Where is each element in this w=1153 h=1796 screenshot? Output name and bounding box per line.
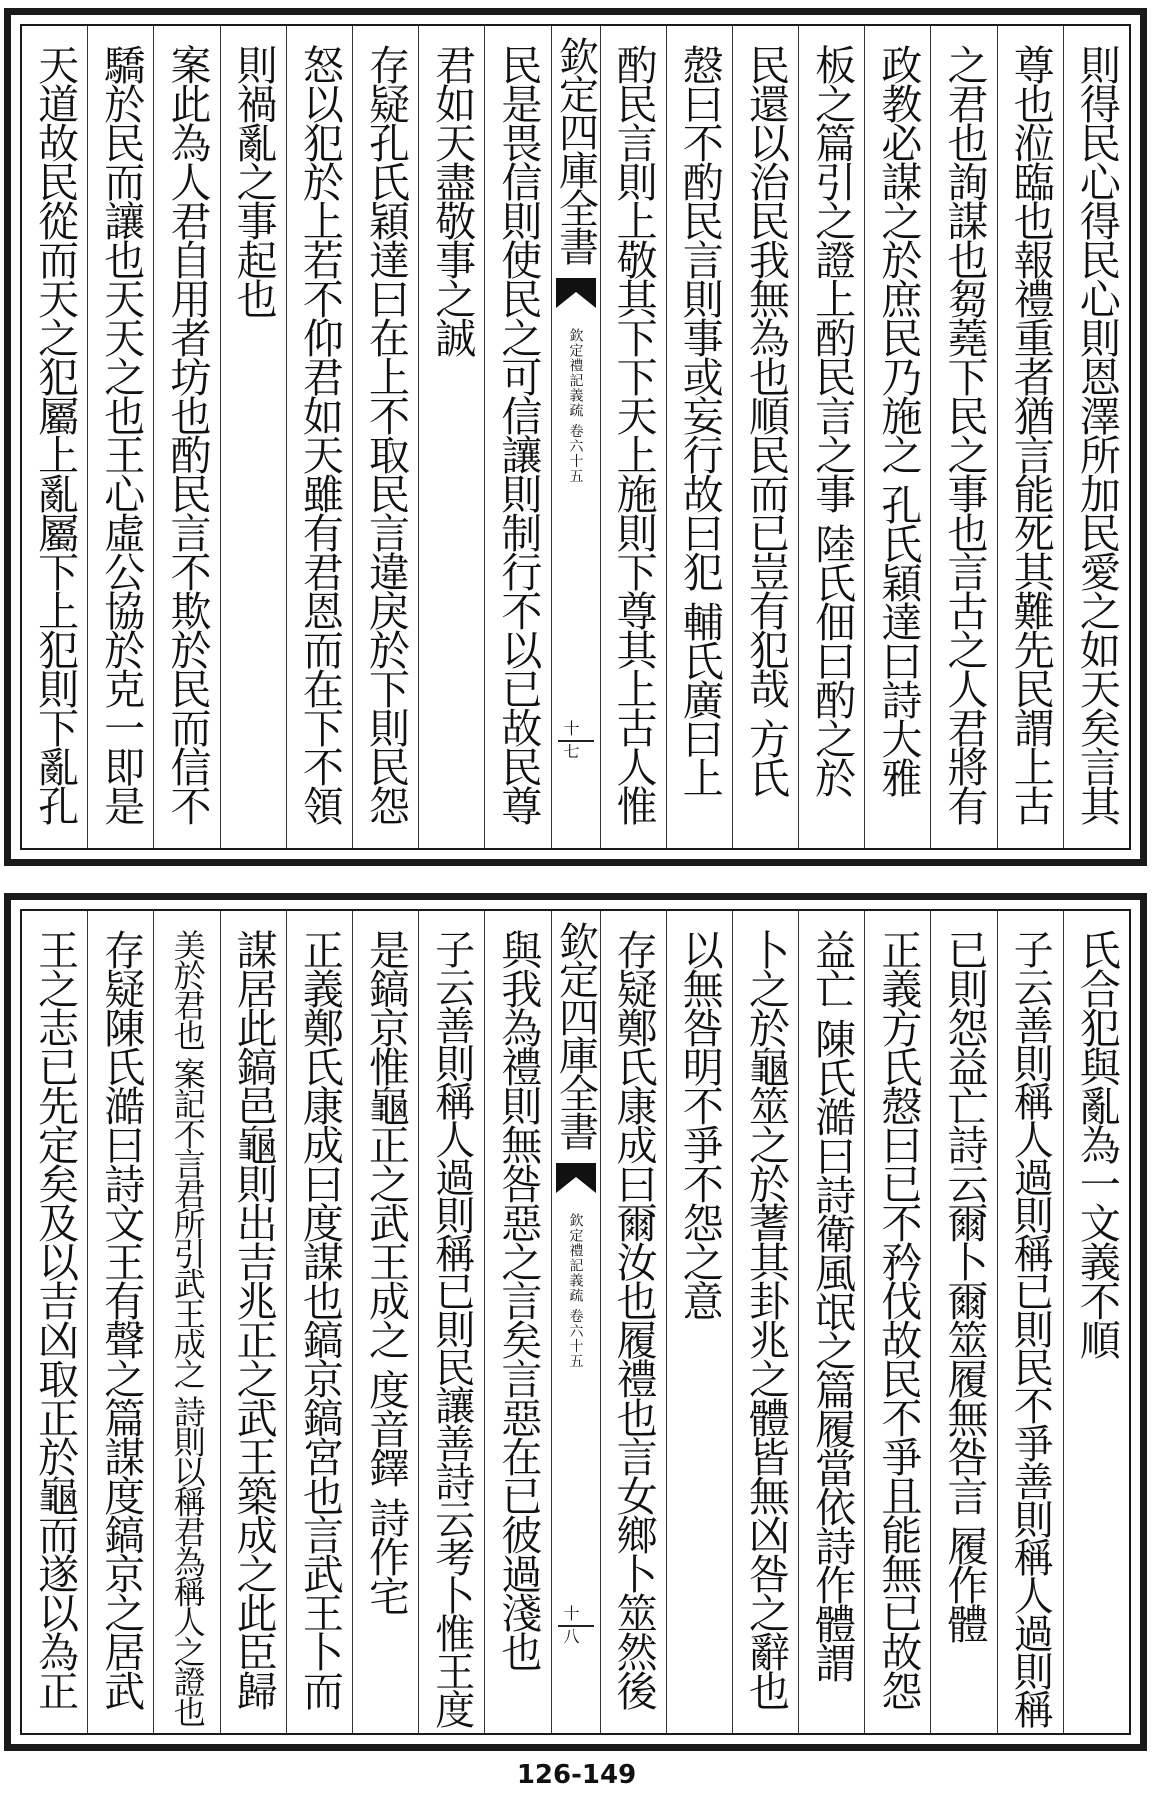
fold-rule — [558, 740, 594, 742]
text-column — [930, 26, 996, 848]
column-text: 君如天盡敬事之誠 — [428, 44, 477, 356]
text-column — [1063, 911, 1129, 1733]
text-column — [87, 26, 153, 848]
text-column — [798, 911, 864, 1733]
text-column — [864, 911, 930, 1733]
column-text: 怒以犯於上若不仰君如天雖有君恩而在下不領 — [295, 44, 344, 824]
text-column — [418, 911, 484, 1733]
text-column — [87, 911, 153, 1733]
text-column — [220, 911, 286, 1733]
page-number: 126-149 — [516, 1760, 637, 1790]
text-column — [997, 911, 1063, 1733]
text-column — [600, 26, 666, 848]
column-text: 驕於民而讓也天天之也王心虛公協於克一即是 — [97, 44, 146, 824]
text-column — [286, 26, 352, 848]
fishtail-mark-icon — [556, 1163, 596, 1193]
top-page-panel — [4, 8, 1147, 866]
column-text: 是鎬京惟龜正之武王成之 度音鐸 詩作宅 — [362, 929, 411, 1615]
column-text: 慤曰不酌民言則事或妄行故曰犯 輔氏廣曰上 — [675, 44, 724, 797]
column-text: 氏合犯與亂為一文義不順 — [1072, 929, 1121, 1358]
center-fold-header — [551, 911, 600, 1733]
text-column — [1063, 26, 1129, 848]
book-title: 欽定四庫全書 — [552, 921, 599, 1149]
text-column — [220, 26, 286, 848]
volume-label: 欽定禮記義疏 卷六十五 — [567, 1213, 584, 1369]
top-page-columns — [20, 24, 1131, 850]
column-text: 則禍亂之事起也 — [229, 44, 278, 317]
column-text: 案此為人君自用者坊也酌民言不欺於民而信不 — [163, 44, 212, 824]
text-column — [666, 911, 732, 1733]
column-text: 王之志已先定矣及以吉凶取正於龜而遂以為正 — [31, 929, 80, 1709]
volume-label: 欽定禮記義疏 卷六十五 — [567, 328, 584, 484]
leaf-number: 十七 — [563, 719, 580, 761]
text-column — [798, 26, 864, 848]
text-column — [666, 26, 732, 848]
text-column — [22, 911, 87, 1733]
text-column — [352, 26, 418, 848]
text-column — [153, 911, 219, 1733]
text-column — [732, 911, 798, 1733]
column-text: 與我為禮則無咎惡之言矣言惡在已彼過淺也 — [494, 929, 543, 1670]
column-text: 民還以治民我無為也順民而已豈有犯哉 方氏 — [741, 44, 790, 797]
text-column — [286, 911, 352, 1733]
book-title: 欽定四庫全書 — [552, 36, 599, 264]
text-column — [864, 26, 930, 848]
column-text: 存疑陳氏澔曰詩文王有聲之篇謀度鎬京之居武 — [97, 929, 146, 1709]
column-text: 子云善則稱人過則稱已則民讓善詩云考卜惟王度 — [428, 929, 475, 1727]
center-fold-header — [551, 26, 600, 848]
column-text: 已則怨益亡詩云爾卜爾筮履無咎言 履作體 — [940, 929, 989, 1643]
text-column — [732, 26, 798, 848]
text-column — [352, 911, 418, 1733]
column-text: 板之篇引之證上酌民言之事 陸氏佃曰酌之於 — [808, 44, 857, 797]
column-text: 尊也涖臨也報禮重者猶言能死其難先民謂上古 — [1006, 44, 1055, 824]
leaf-number: 十八 — [563, 1604, 580, 1646]
text-column — [418, 26, 484, 848]
column-text: 則得民心得民心則恩澤所加民愛之如天矣言其 — [1072, 44, 1121, 824]
bottom-page-columns — [20, 909, 1131, 1735]
text-column — [22, 26, 87, 848]
text-column — [600, 911, 666, 1733]
text-column — [484, 911, 550, 1733]
text-column — [484, 26, 550, 848]
column-text: 酌民言則上敬其下下天上施則下尊其上古人惟 — [609, 44, 658, 824]
text-column — [930, 911, 996, 1733]
column-text: 美於君也 案記不言君所引武王成之 詩則以稱君為稱人之證也 — [168, 929, 207, 1726]
column-text: 之君也詢謀也芻蕘下民之事也言古之人君將有 — [940, 44, 989, 824]
column-text: 以無咎明不爭不怨之意 — [675, 929, 724, 1319]
text-column — [153, 26, 219, 848]
column-text: 存疑鄭氏康成曰爾汝也履禮也言女鄉卜筮然後 — [609, 929, 658, 1709]
column-text: 卜之於龜筮之於蓍其卦兆之體皆無凶咎之辭也 — [741, 929, 790, 1709]
column-text: 正義鄭氏康成曰度謀也鎬京鎬宮也言武王卜而 — [295, 929, 344, 1709]
column-text: 謀居此鎬邑龜則出吉兆正之武王築成之此臣歸 — [229, 929, 278, 1709]
bottom-page-panel — [4, 893, 1147, 1751]
column-text: 天道故民從而天之犯屬上亂屬下上犯則下亂孔 — [31, 44, 80, 824]
text-column — [997, 26, 1063, 848]
column-text: 益亡 陳氏澔曰詩衛風氓之篇履當依詩作體謂 — [808, 929, 857, 1682]
column-text: 正義方氏慤曰已不矜伐故民不爭且能無已故怨 — [874, 929, 923, 1709]
column-text: 政教必謀之於庶民乃施之 孔氏穎達曰詩大雅 — [874, 44, 923, 797]
column-text: 子云善則稱人過則稱已則民不爭善則稱人過則稱 — [1007, 929, 1054, 1727]
column-text: 存疑孔氏穎達曰在上不取民言違戾於下則民怨 — [362, 44, 411, 824]
column-text: 民是畏信則使民之可信讓則制行不以已故民尊 — [494, 44, 543, 824]
fold-rule — [558, 1625, 594, 1627]
fishtail-mark-icon — [556, 278, 596, 308]
